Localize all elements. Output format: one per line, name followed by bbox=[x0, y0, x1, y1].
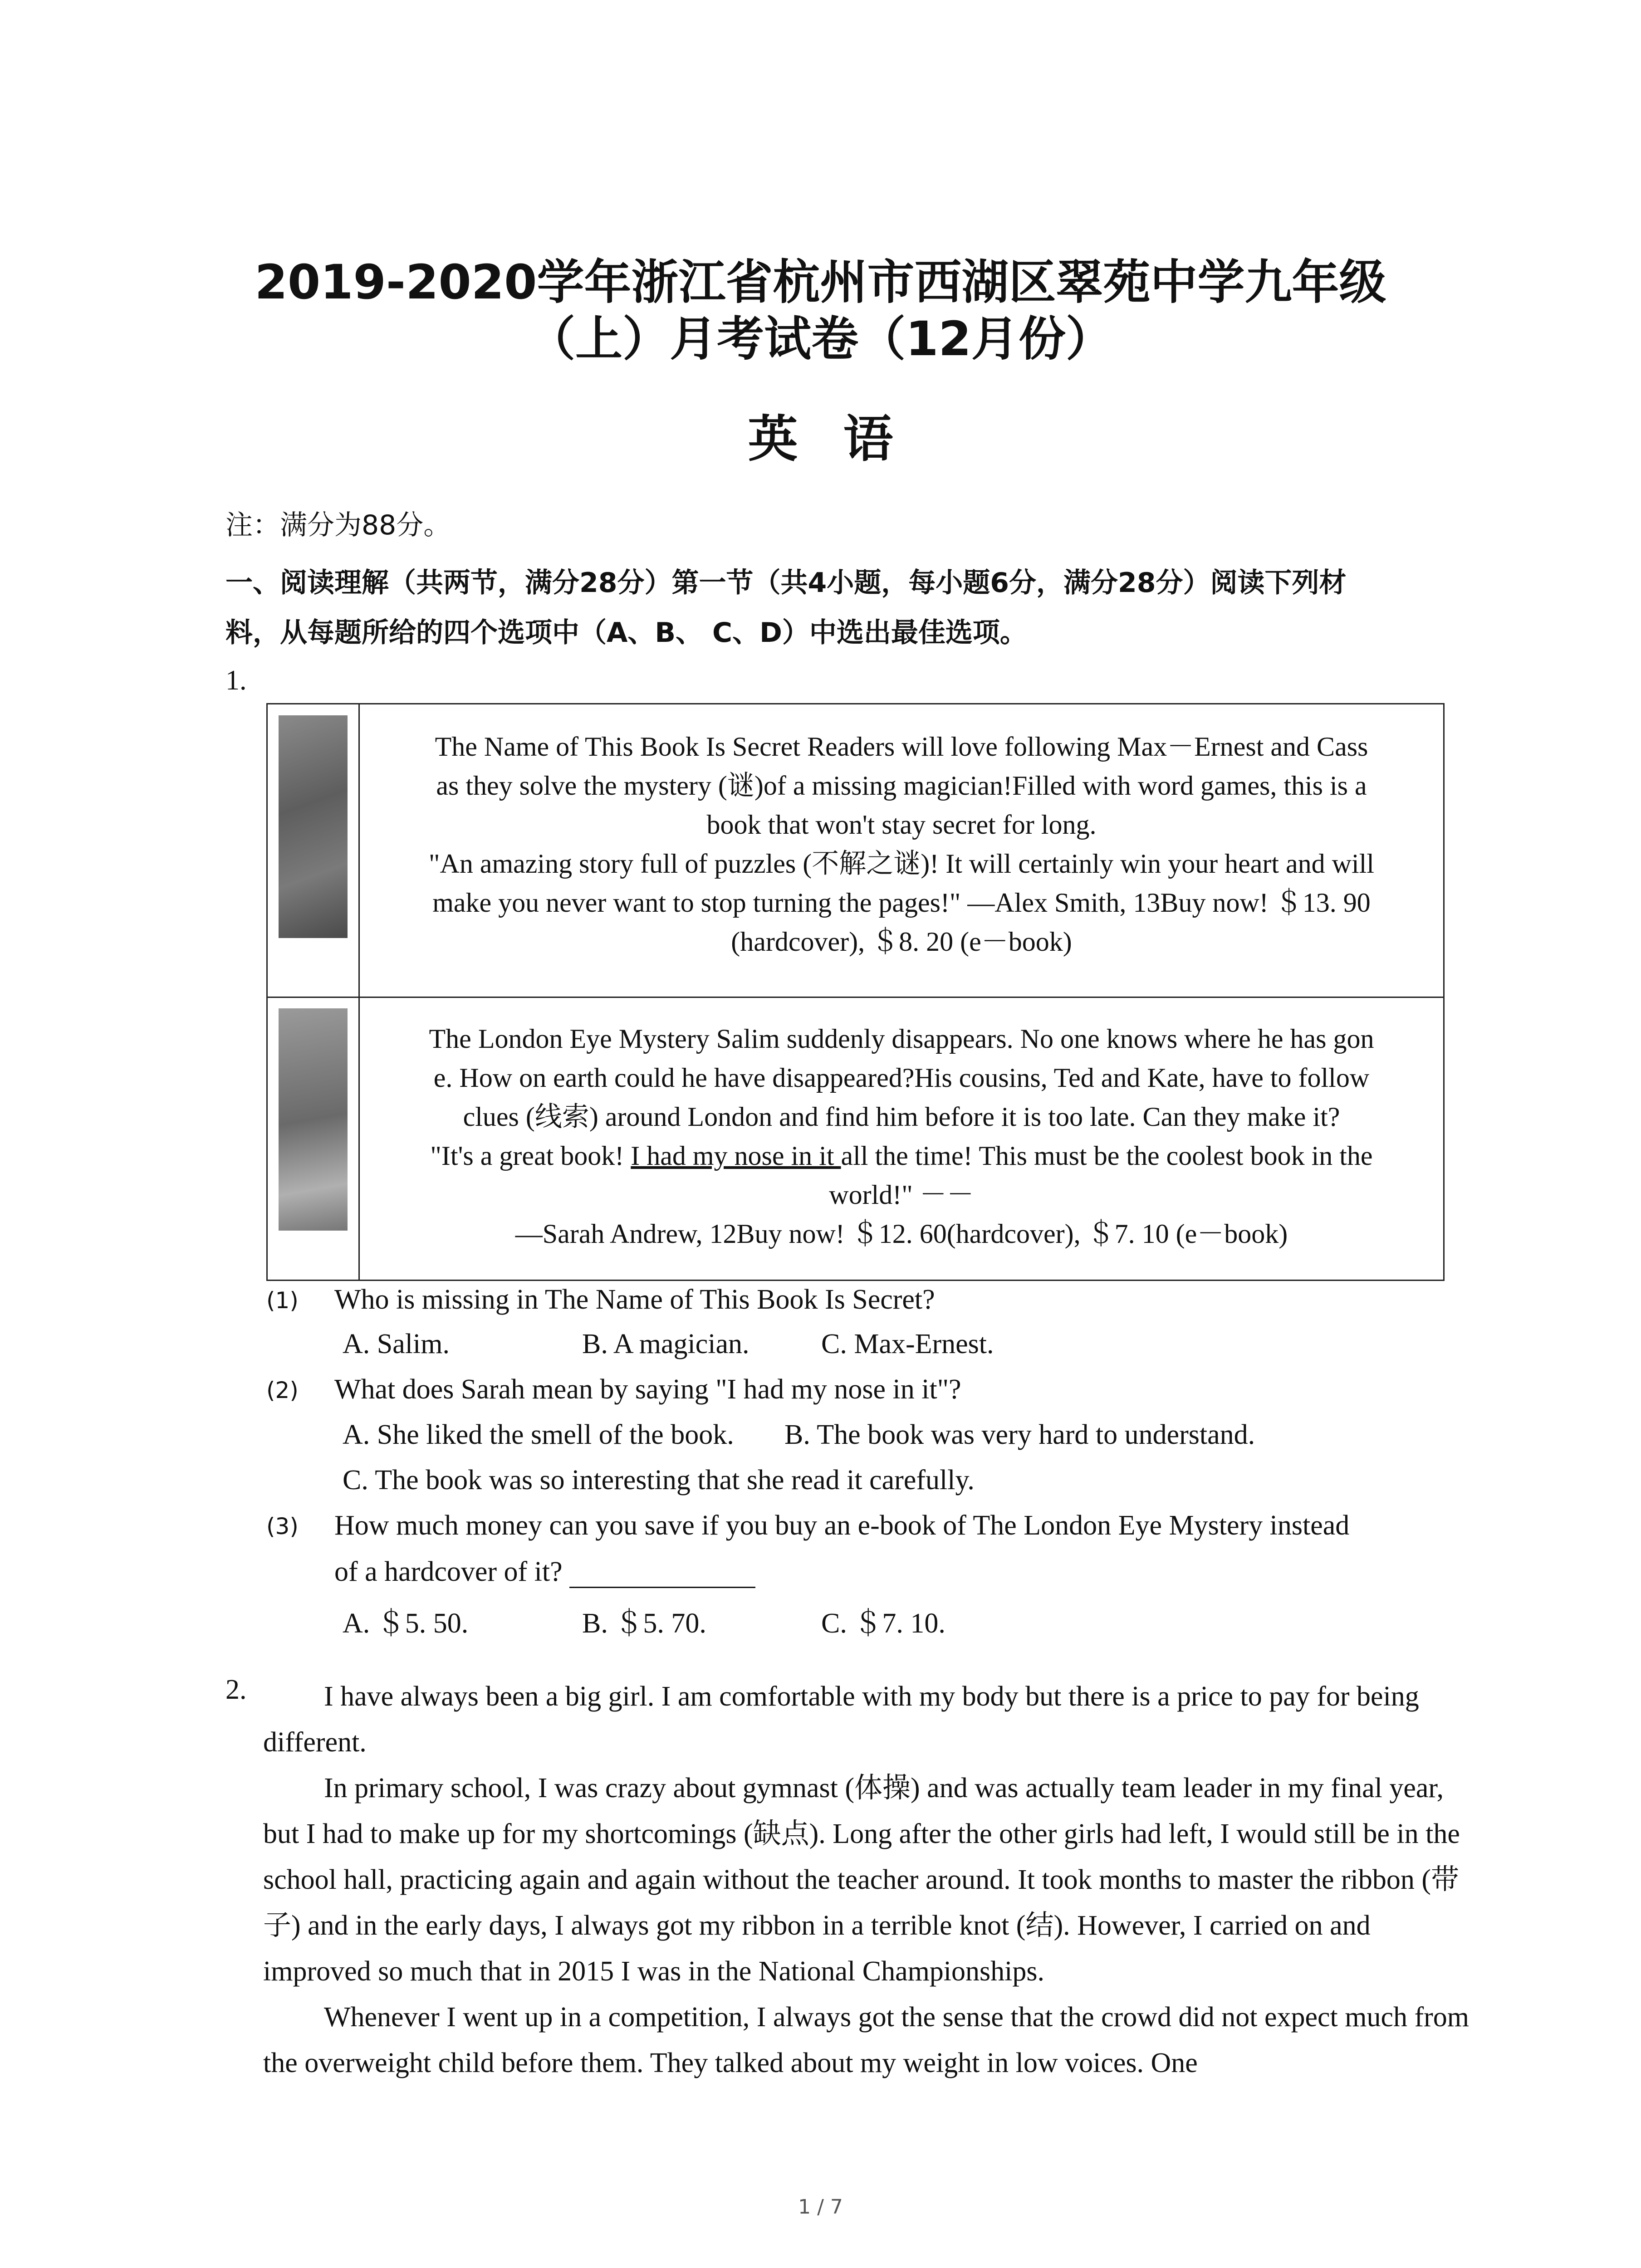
book-description bbox=[360, 704, 1443, 997]
text-line: The London Eye Mystery Salim suddenly disappears. No one knows where he has gon bbox=[429, 1024, 1374, 1054]
underlined-phrase: I had my nose in it bbox=[631, 1141, 841, 1171]
page-number: 1 / 7 bbox=[798, 2195, 843, 2219]
text-line: (hardcover), ＄8. 20 (e－book) bbox=[731, 927, 1072, 957]
text-line: e. How on earth could he have disappeared?His cousins, Ted and Kate, have to follow bbox=[433, 1063, 1370, 1093]
option: B. ＄5. 70. bbox=[582, 1608, 706, 1639]
option: C. ＄7. 10. bbox=[821, 1608, 945, 1639]
passage-2 bbox=[263, 1674, 1484, 2086]
question-text: How much money can you save if you buy an e-book of The London Eye Mystery instead bbox=[334, 1510, 1350, 1541]
section-line-1: 一、阅读理解（共两节，满分28分）第一节（共4小题，每小题6分，满分28分）阅读下列材 bbox=[225, 567, 1347, 599]
text-line: "An amazing story full of puzzles (不解之谜)! It will certainly win your heart and will bbox=[429, 849, 1374, 879]
book-description bbox=[360, 997, 1443, 1280]
section-instructions bbox=[225, 558, 1450, 658]
question-number: (3) bbox=[266, 1513, 299, 1540]
text-line: as they solve the mystery (谜)of a missing magician!Filled with word games, this is a bbox=[436, 771, 1367, 801]
page-title bbox=[0, 254, 1641, 367]
book-table bbox=[266, 703, 1445, 1281]
text-line: world!" －－ bbox=[829, 1180, 974, 1210]
question-text: What does Sarah mean by saying "I had my nose in it"? bbox=[334, 1374, 961, 1405]
title-line-1: 2019-2020学年浙江省杭州市西湖区翠苑中学九年级 bbox=[255, 254, 1386, 310]
text-line: —Sarah Andrew, 12Buy now! ＄12. 60(hardcover), ＄7. 10 (e－book) bbox=[515, 1219, 1288, 1249]
option: A. Salim. bbox=[343, 1329, 450, 1359]
option: B. The book was very hard to understand. bbox=[784, 1419, 1255, 1450]
section-line-2: 料，从每题所给的四个选项中（A、B、 C、D）中选出最佳选项。 bbox=[225, 617, 1027, 649]
book-cover-cell bbox=[268, 704, 360, 997]
question-text-continued: of a hardcover of it? bbox=[334, 1556, 755, 1588]
book-cover-image bbox=[279, 715, 348, 938]
question-number: (2) bbox=[266, 1377, 299, 1403]
paragraph: I have always been a big girl. I am comfortable with my body but there is a price to pay for being different. bbox=[263, 1681, 1419, 1758]
book-row-1 bbox=[268, 704, 1443, 998]
question-text: Who is missing in The Name of This Book Is Secret? bbox=[334, 1284, 935, 1315]
text-line: The Name of This Book Is Secret Readers will love following Max－Ernest and Cass bbox=[435, 732, 1368, 762]
option: A. ＄5. 50. bbox=[343, 1608, 469, 1639]
option: C. Max-Ernest. bbox=[821, 1329, 994, 1359]
question-1-number: 1. bbox=[225, 665, 247, 696]
quote-line: "It's a great book! I had my nose in it all the time! This must be the coolest book in the bbox=[430, 1141, 1373, 1171]
answer-blank[interactable] bbox=[569, 1559, 755, 1588]
text-line: make you never want to stop turning the pages!" —Alex Smith, 13Buy now! ＄13. 90 bbox=[432, 888, 1371, 918]
title-line-2: （上）月考试卷（12月份） bbox=[528, 311, 1113, 367]
book-row-2 bbox=[268, 997, 1443, 1280]
question-number: (1) bbox=[266, 1287, 299, 1314]
text-line: clues (线索) around London and find him before it is too late. Can they make it? bbox=[463, 1102, 1340, 1132]
option: A. She liked the smell of the book. bbox=[343, 1419, 734, 1450]
paragraph: In primary school, I was crazy about gymnast (体操) and was actually team leader in my final year, but I had to make up for my shortcomings (缺点). Long after the other girls had left, I would still be in the school hall, practicing again and again without the teacher around. It took months to master the ribbon (带子) and in the early days, I always got my ribbon in a terrible knot (结). However, I carried on and improved so much that in 2015 I was in the National Championships. bbox=[263, 1773, 1460, 1987]
paragraph: Whenever I went up in a competition, I always got the sense that the crowd did not expect much from the overweight child before them. They talked about my weight in low voices. One bbox=[263, 2002, 1470, 2078]
option: B. A magician. bbox=[582, 1329, 749, 1359]
text-line: book that won't stay secret for long. bbox=[706, 810, 1097, 840]
option: C. The book was so interesting that she read it carefully. bbox=[343, 1465, 975, 1496]
subject-heading: 英语 bbox=[748, 410, 939, 468]
score-note: 注：满分为88分。 bbox=[225, 509, 451, 541]
book-cover-image bbox=[279, 1008, 348, 1231]
book-cover-cell bbox=[268, 997, 360, 1280]
question-2-number: 2. bbox=[225, 1674, 247, 1705]
